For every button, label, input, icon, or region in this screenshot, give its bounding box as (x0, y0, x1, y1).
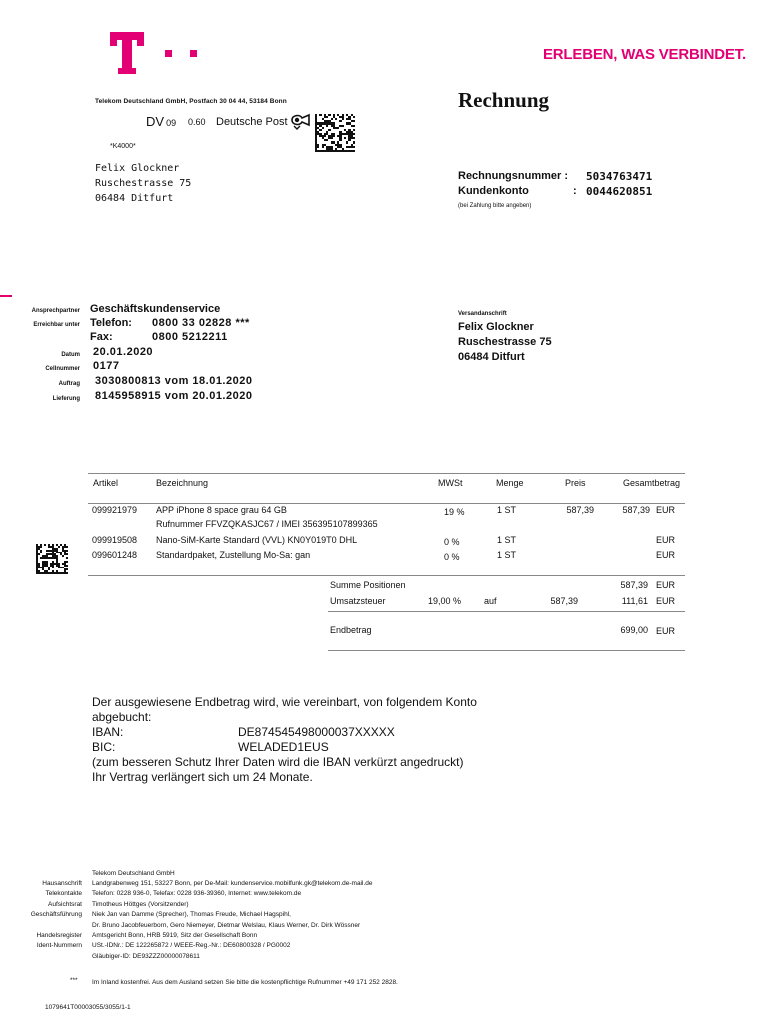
phone-number: 0800 33 02828 *** (152, 317, 250, 329)
cell-article: 099601248 (92, 550, 138, 560)
footer-star-note: Im Inland kostenfrei. Aus dem Ausland setzen Sie bitte die kostenpflichtige Rufnummer +49 171 252 2828. (92, 979, 398, 986)
document-title: Rechnung (458, 88, 550, 112)
sum-label: Summe Positionen (330, 580, 406, 590)
footer-label: Telekontakte (45, 890, 82, 898)
table-top-rule (88, 473, 685, 474)
col-header-article: Artikel (93, 478, 119, 488)
final-label: Endbetrag (330, 625, 372, 635)
invoice-date: 20.01.2020 (93, 346, 154, 358)
cell-currency: EUR (656, 550, 676, 560)
cell-vat: 19 % (444, 507, 465, 517)
bic-label: BIC: (92, 740, 116, 754)
postage-amount: 0.60 (188, 117, 206, 127)
bic-value: WELADED1EUS (238, 740, 329, 754)
footer-label: Hausanschrift (42, 880, 82, 887)
cell-label: Cellnummer (45, 366, 80, 372)
cell-qty: 1 ST (497, 535, 517, 545)
document-code: 1079641T00003055/3055/1-1 (45, 1004, 131, 1011)
cell-qty: 1 ST (497, 505, 517, 515)
cell-article: 099919508 (92, 535, 138, 545)
footer-company: Telekom Deutschland GmbH (92, 870, 175, 877)
phone-label: Telefon: (90, 317, 132, 329)
iban-note: (zum besseren Schutz Ihrer Daten wird die IBAN verkürzt angedruckt) (92, 755, 464, 769)
cell-number: 0177 (93, 360, 120, 372)
recipient-ref: *K4000* (110, 143, 136, 150)
cell-article: 099921979 (92, 505, 138, 515)
delivery-label: Lieferung (52, 396, 80, 402)
sum-value: 587,39 (620, 580, 648, 590)
cell-total: 587,39 (622, 505, 650, 515)
reach-label: Erreichbar unter (33, 322, 80, 328)
final-rule (328, 650, 685, 651)
postage-code (146, 114, 176, 129)
tax-on: auf (484, 596, 497, 606)
datamatrix-code-side (36, 544, 68, 574)
shipping-name: Felix Glockner (458, 321, 534, 333)
customer-account-label: Kundenkonto (458, 185, 529, 197)
tax-value: 111,61 (621, 596, 648, 606)
cell-price: 587,39 (566, 505, 594, 515)
date-label: Datum (61, 352, 80, 358)
tax-currency: EUR (656, 596, 676, 606)
customer-account: 0044620851 (586, 185, 653, 198)
datamatrix-code-top (315, 114, 355, 152)
fax-number: 0800 5212211 (152, 331, 228, 343)
customer-account-sep: : (573, 185, 577, 197)
sum-currency: EUR (656, 580, 676, 590)
cell-currency: EUR (656, 505, 676, 515)
tax-rule (328, 611, 685, 612)
brand-slogan: ERLEBEN, WAS VERBINDET. (543, 46, 746, 63)
recipient-city: 06484 Ditfurt (95, 193, 174, 204)
payment-line-2: abgebucht: (92, 710, 152, 724)
col-header-vat: MWSt (438, 478, 463, 488)
cell-currency: EUR (656, 535, 676, 545)
col-header-description: Bezeichnung (156, 478, 209, 488)
cell-qty: 1 ST (497, 550, 517, 560)
footer-value: Niek Jan van Damme (Sprecher), Thomas Freude, Michael Hagspihl, (92, 911, 291, 919)
footer-value: Amtsgericht Bonn, HRB 5919, Sitz der Gesellschaft Bonn (92, 932, 258, 939)
footer-value: Gläubiger-ID: DE93ZZZ00000078611 (92, 952, 200, 960)
cell-description: Standardpaket, Zustellung Mo-Sa: gan (156, 550, 311, 560)
contact-partner: Geschäftskundenservice (90, 303, 221, 315)
shipping-street: Ruschestrasse 75 (458, 336, 552, 348)
postage-code-main: DV (146, 114, 165, 129)
payment-hint: (bei Zahlung bitte angeben) (458, 203, 532, 209)
footer-value: Telefon: 0228 936-0, Telefax: 0228 936-39360, Internet: www.telekom.de (92, 890, 302, 898)
final-value: 699,00 (620, 625, 648, 635)
delivery-number: 8145958915 vom 20.01.2020 (95, 390, 253, 402)
footer-label: Ident-Nummern (36, 942, 82, 950)
col-header-qty: Menge (496, 478, 524, 488)
cell-vat: 0 % (444, 552, 460, 562)
final-currency: EUR (656, 626, 676, 636)
cell-vat: 0 % (444, 537, 460, 547)
shipping-city: 06484 Ditfurt (458, 351, 525, 363)
iban-value: DE874545498000037XXXXX (238, 725, 395, 739)
order-label: Auftrag (58, 381, 80, 387)
footer-label: Aufsichtsrat (48, 900, 82, 908)
footer-value: Dr. Bruno Jacobfeuerborn, Gero Niemeyer, Dietmar Welslau, Klaus Werner, Dr. Dirk Wössner (92, 921, 361, 929)
tax-rate: 19,00 % (428, 596, 462, 606)
cell-description: Rufnummer FFVZQKASJC67 / IMEI 356395107899365 (156, 519, 378, 529)
col-header-total: Gesamtbetrag (623, 478, 681, 488)
invoice-number: 5034763471 (586, 170, 653, 183)
payment-line-1: Der ausgewiesene Endbetrag wird, wie vereinbart, von folgendem Konto (92, 695, 477, 709)
tax-label: Umsatzsteuer (330, 596, 386, 606)
partner-label: Ansprechpartner (31, 308, 80, 314)
table-header-rule (88, 503, 685, 504)
postage-carrier: Deutsche Post (216, 116, 288, 128)
invoice-number-label: Rechnungsnummer : (458, 170, 569, 182)
table-body-rule (88, 575, 685, 576)
cell-description: APP iPhone 8 space grau 64 GB (156, 505, 287, 515)
contract-note: Ihr Vertrag verlängert sich um 24 Monate. (92, 770, 313, 784)
recipient-street: Ruschestrasse 75 (95, 178, 192, 189)
recipient-name: Felix Glockner (95, 163, 180, 174)
sender-line: Telekom Deutschland GmbH, Postfach 30 04 44, 53184 Bonn (95, 98, 287, 105)
fold-mark (0, 295, 12, 297)
cell-description: Nano-SiM-Karte Standard (VVL) KN0Y019T0 DHL (156, 535, 358, 545)
footer-label: Geschäftsführung (30, 911, 82, 919)
postage-code-sub: 09 (166, 118, 177, 128)
footer-star-mark: *** (70, 977, 78, 984)
footer-value: Timotheus Höttges (Vorsitzender) (92, 900, 189, 908)
order-number: 3030800813 vom 18.01.2020 (95, 375, 253, 387)
tax-base: 587,39 (550, 596, 578, 606)
shipping-label: Versandanschrift (458, 311, 507, 317)
footer-label: Handelsregister (36, 932, 82, 939)
fax-label: Fax: (90, 331, 113, 343)
iban-label: IBAN: (92, 725, 124, 739)
footer-value: Landgrabenweg 151, 53227 Bonn, per De-Mail: kundenservice.mobilfunk.gk@telekom.de-mail.de (92, 880, 373, 887)
col-header-price: Preis (565, 478, 586, 488)
telekom-t-logo (110, 32, 202, 74)
post-horn-icon (290, 112, 312, 130)
footer-value: USt.-IDNr.: DE 122265872 / WEEE-Reg.-Nr.: DE60800328 / PG0002 (92, 942, 291, 950)
